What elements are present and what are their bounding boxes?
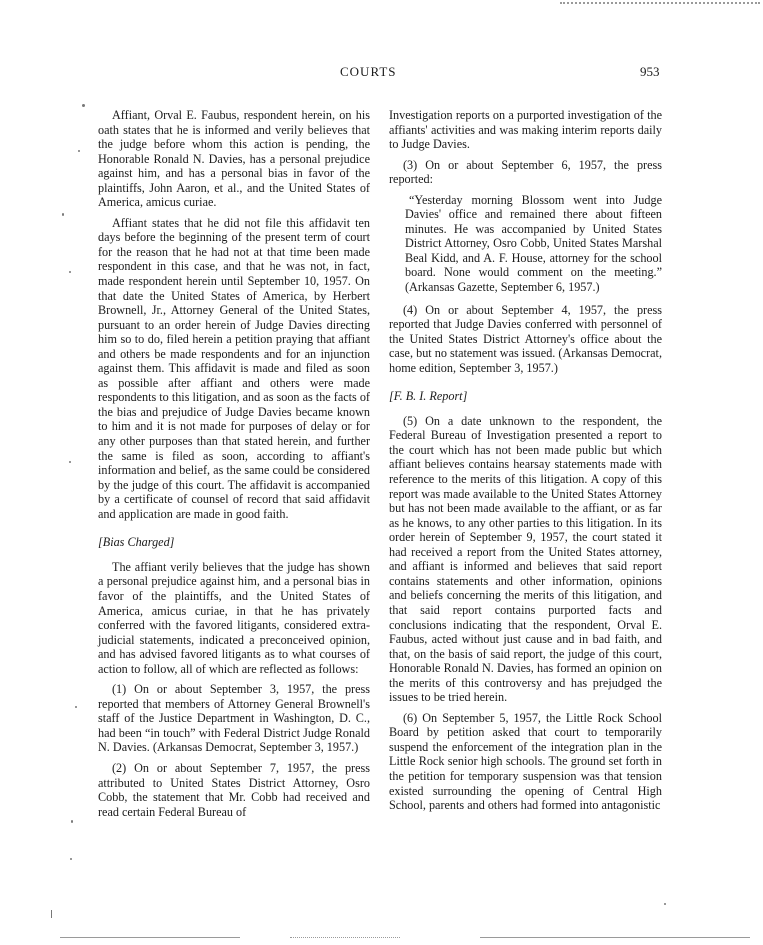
section-heading-bias-charged: [Bias Charged] [98, 535, 175, 550]
press-quote-text: “Yesterday morning Blossom went into Judge Davies' office and remained there about fifteen minutes. He was accompanied by United States District Attorney, Osro Cobb, United States Marshal Beal Kidd, and A. F. House, attorney for the school board. None would comment on the meeting.” (Arkansas Gazette, September 6, 1957.) [405, 192, 662, 295]
paragraph-item-1: (1) On or about September 3, 1957, the press reported that members of Attorney General Brownell's staff of the Justice Department in Washington, D. C., had been “in touch” with Federal District Judge Ronald N. Davies. (Arkansas Democrat, September 3, 1957.) [98, 682, 370, 755]
running-title: COURTS [340, 64, 397, 79]
page-header [0, 64, 763, 84]
scan-bottom-rule-left [60, 937, 240, 938]
paragraph-item-2: (2) On or about September 7, 1957, the press attributed to United States District Attorney, Osro Cobb, the statement that Mr. Cobb had received and read certain Federal Bureau of [98, 760, 370, 819]
paragraph-filing-timing: Affiant states that he did not file this affidavit ten days before the beginning of the present term of court for the reason that he had not at that time been made respondent in this case, and that he was not, in fact, made respondent herein until September 10, 1957. On that date the United States of America, by Herbert Brownell, Jr., Attorney General of the United States, pursuant to an order herein of Judge Davies directing him so to do, filed herein a petition praying that affiant and others be made respondents and for an injunction against them. This affidavit is made and filed as soon as possible after affiant and others were made respondents to this litigation, and as soon as the facts of the bias and prejudice of Judge Davies became known to him and it is not made for purposes of delay or for any other purposes than that stated herein, and further the same is filed as soon, according to affiant's information and belief, as the same could be considered by the judge of this court. The affidavit is accompanied by a certificate of counsel of record that said affidavit and application are made in good faith. [98, 215, 370, 521]
scan-edge-rule [560, 2, 760, 4]
paragraph-item-6: (6) On September 5, 1957, the Little Rock School Board by petition asked that court to temporarily suspend the enforcement of the integration plan in the Little Rock senior high schools. The ground set forth in the petition for temporary suspension was that tension existed surrounding the opening of Central High School, parents and others had formed into antagonistic [389, 710, 662, 813]
paragraph-item-2-continued: Investigation reports on a purported investigation of the affiants' activities and was making interim reports daily to Judge Davies. [389, 108, 662, 152]
scan-bottom-rule-right [480, 937, 750, 938]
scan-bottom-rule-middle [290, 937, 400, 938]
page-number: 953 [640, 64, 660, 79]
left-column [98, 108, 370, 825]
section-heading-fbi-report: [F. B. I. Report] [389, 389, 468, 404]
paragraph-affiant-statement: Affiant, Orval E. Faubus, respondent herein, on his oath states that he is informed and verily believes that the judge before whom this action is pending, the Honorable Ronald N. Davies, has a personal prejudice against him, and has a personal bias in favor of the plaintiffs, John Aaron, et al., and the United States of America, amicus curiae. [98, 108, 370, 210]
right-column [389, 108, 662, 819]
paragraph-item-4: (4) On or about September 4, 1957, the press reported that Judge Davies conferred with personnel of the United States District Attorney's office about the case, but no statement was issued. (Arkansas Democrat, home edition, September 3, 1957.) [389, 302, 662, 375]
paragraph-item-5: (5) On a date unknown to the respondent, the Federal Bureau of Investigation presented a report to the court which has not been made public but which affiant believes contains hearsay statements made with reference to the merits of this litigation. A copy of this report was made available to the United States Attorney but has not been made available to the affiant, or as far as he knows, to any other parties to this litigation. In its order herein of September 9, 1957, the court stated it had received a report from the United States attorney, and affiant is informed and believes that said report contains statements and other information, opinions and beliefs concerning the merits of this litigation, and that said report contains purported facts and conclusions indicating that the respondent, Orval E. Faubus, acted without just cause and in bad faith, and that, on the basis of said report, the judge of this court, Honorable Ronald N. Davies, has formed an opinion on the merits of this controversy and has prejudged the issues to be tried herein. [389, 413, 662, 705]
paragraph-item-3: (3) On or about September 6, 1957, the press reported: [389, 157, 662, 187]
press-quote [389, 193, 662, 295]
paragraph-bias-summary: The affiant verily believes that the judge has shown a personal prejudice against him, and a personal bias in favor of the plaintiffs, and the United States of America, amicus curiae, in that he has privately conferred with the favored litigants, considered extra-judicial statements, indicated a preconceived opinion, and has advised favored litigants as to what courses of action to follow, all of which are reflected as follows: [98, 559, 370, 676]
